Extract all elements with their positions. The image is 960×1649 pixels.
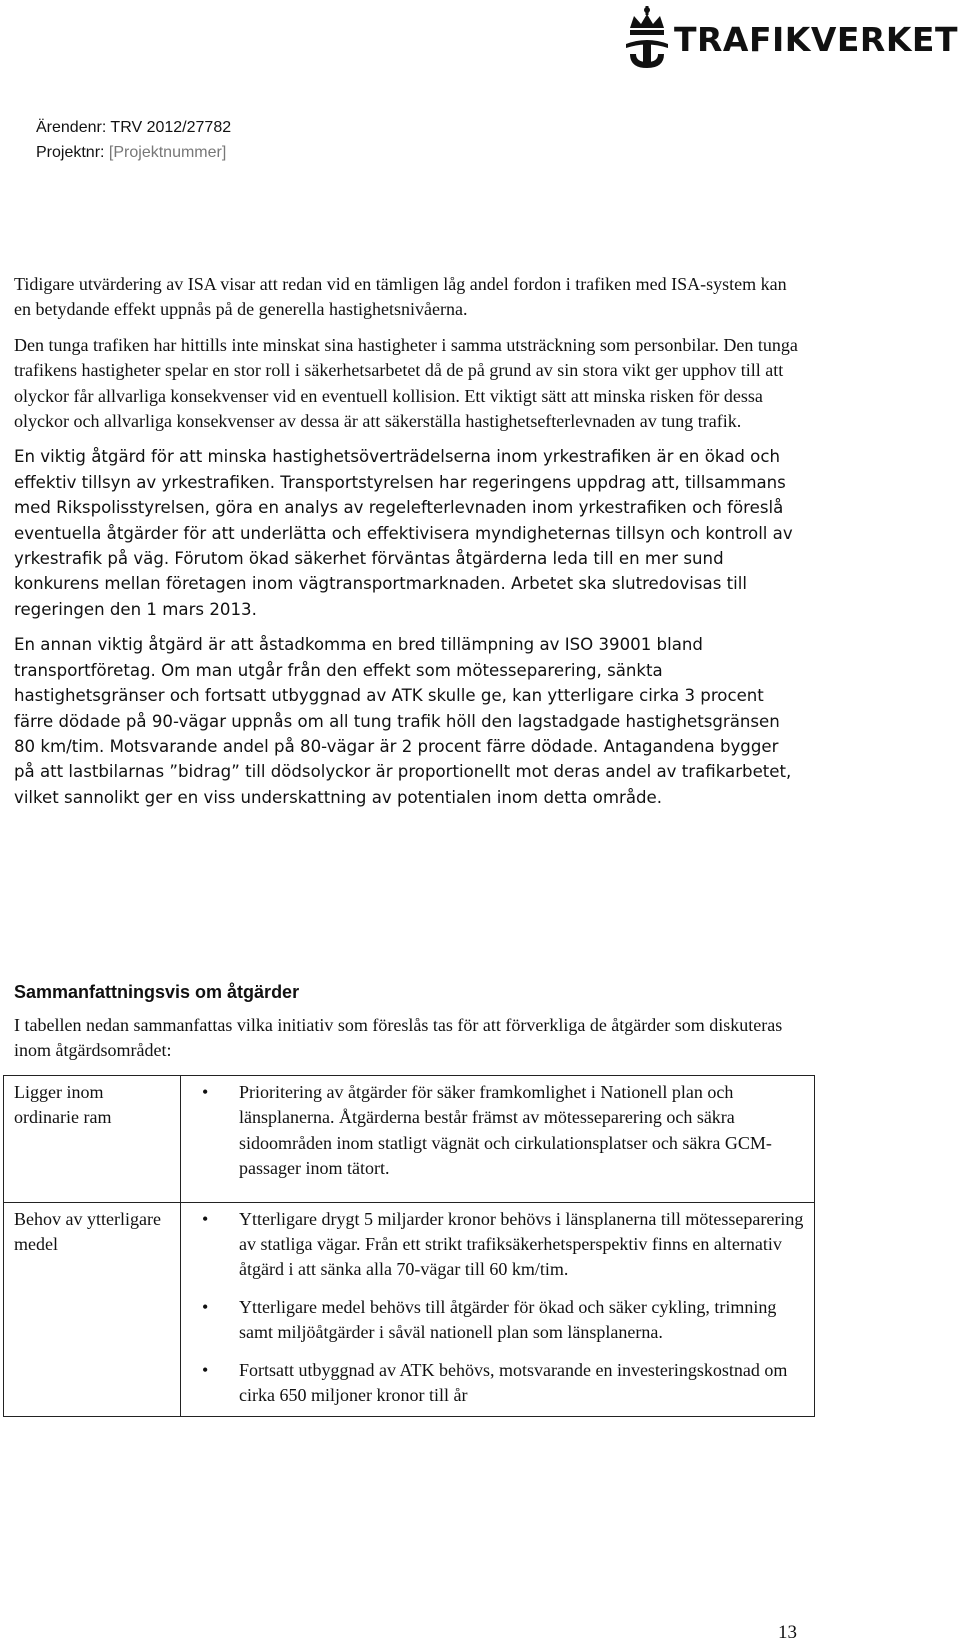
row-label: Behov av ytterligare medel (4, 1202, 181, 1417)
bullet-icon: • (202, 1359, 209, 1380)
body-text (14, 272, 804, 810)
bullet-icon: • (202, 1082, 209, 1102)
row-items (181, 1076, 815, 1203)
row-items (181, 1202, 815, 1417)
row-label: Ligger inom ordinarie ram (4, 1076, 181, 1203)
section-heading: Sammanfattningsvis om åtgärder (14, 982, 300, 1002)
arende-number: Ärendenr: TRV 2012/27782 (36, 119, 232, 136)
trafikverket-logo (622, 4, 958, 74)
paragraph-iso: En annan viktig åtgärd är att åstadkomma en bred tillämpning av ISO 39001 bland transportföretag. Om man utgår från den effekt som mötesseparering, sänkta hastighetsgränser och fortsatt utbyggnad av ATK skulle ge, kan ytterligare cirka 3 procent färre dödade på 90-vägar uppnås om all tung trafik höll den lagstadgade hastighetsgränsen 80 km/tim. Motsvarande andel på 80-vägar är 2 procent färre dödade. Antagandena bygger på att lastbilarnas ”bidrag” till dödsolyckor är proportionellt mot deras andel av trafikarbetet, vilket sannolikt ger en viss underskattning av potentialen inom detta område. (14, 635, 792, 807)
projekt-placeholder: [Projektnummer] (108, 144, 227, 161)
list-item-text: Prioritering av åtgärder för säker framkomlighet i Nationell plan och länsplanerna. Åtgärderna består främst av mötesseparering och säkra sidoområden inom statligt vägnät och cirkulationsplatser och säkra GCM-passager inom tätort. (239, 1082, 772, 1179)
projekt-label: Projektnr: (36, 144, 105, 161)
list-item (195, 1295, 804, 1346)
logo-wordmark: TRAFIKVERKET (674, 20, 958, 59)
paragraph-tillsyn: En viktig åtgärd för att minska hastighetsöverträdelserna inom yrkestrafiken är en ökad och effektiv tillsyn av yrkestrafiken. Transportstyrelsen har regeringens uppdrag att, tillsammans med Rikspolisstyrelsen, göra en analys av regelefterlevnaden inom yrkestrafiken och föreslå eventuella åtgärder för att underlätta och effektivisera myndigheternas tillsyn och kontroll av yrkestrafik på väg. Förutom ökad säkerhet förväntas åtgärderna leda till en mer sund konkurens mellan företagen inom vägtransportmarknaden. Arbetet ska slutredovisas till regeringen den 1 mars 2013. (14, 447, 793, 619)
summary-table (3, 1075, 815, 1417)
section-intro: I tabellen nedan sammanfattas vilka initiativ som föreslås tas för att förverkliga de åtgärder som diskuteras inom åtgärdsområdet: (14, 1015, 783, 1061)
list-item-text: Ytterligare medel behövs till åtgärder för ökad och säker cykling, trimning samt miljöåtgärder i såväl nationell plan som länsplanerna. (239, 1296, 777, 1343)
list-item-text: Ytterligare drygt 5 miljarder kronor behövs i länsplanerna till mötesseparering av statliga vägar. Från ett strikt trafiksäkerhetsperspektiv finns en alternativ åtgärd i att sänka alla 70-vägar till 60 km/tim. (239, 1208, 804, 1280)
list-item (195, 1080, 804, 1182)
page-number: 13 (778, 1622, 797, 1643)
paragraph-tung-trafik: Den tunga trafiken har hittills inte minskat sina hastigheter i samma utsträckning som personbilar. Den tunga trafikens hastigheter spelar en stor roll i säkerhetsarbetet då de på grund av sin stora vikt ger upphov till att olyckor får allvarliga konsekvenser vid en eventuell kollision. Ett viktigt sätt att minska risken för dessa olyckor och allvarliga konsekvenser av dessa är att säkerställa hastighetsefterlevnaden av tung trafik. (14, 334, 798, 432)
list-item (195, 1358, 804, 1409)
projekt-number (36, 143, 226, 163)
table-row (4, 1202, 815, 1417)
table-row (4, 1076, 815, 1203)
list-item (195, 1207, 804, 1283)
bullet-icon: • (202, 1296, 209, 1317)
list-item-text: Fortsatt utbyggnad av ATK behövs, motsvarande en investeringskostnad om cirka 650 miljoner kronor till år (239, 1359, 788, 1406)
paragraph-isa: Tidigare utvärdering av ISA visar att redan vid en tämligen låg andel fordon i trafiken med ISA-system kan en betydande effekt uppnås på de generella hastighetsnivåerna. (14, 274, 787, 320)
crown-emblem-icon (622, 4, 672, 74)
bullet-icon: • (202, 1208, 209, 1229)
